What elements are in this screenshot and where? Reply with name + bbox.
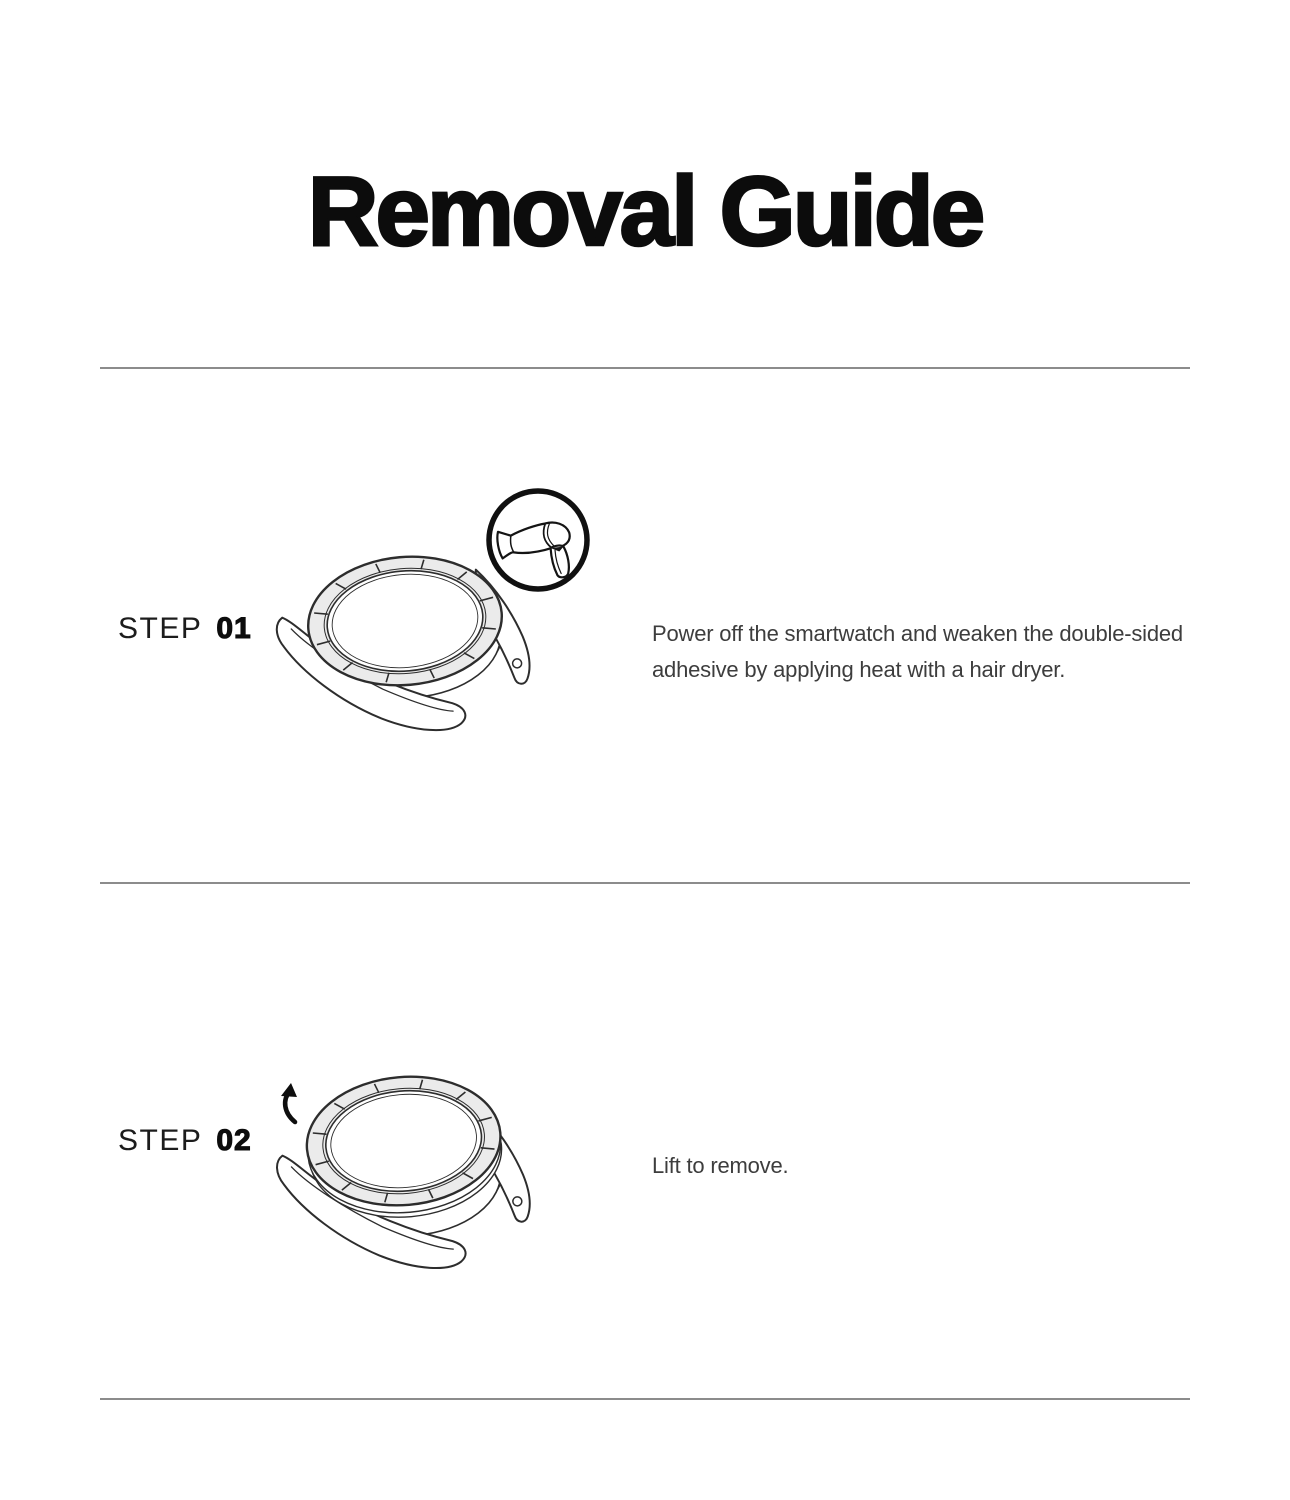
step-number: 02	[216, 1124, 252, 1157]
step-word: STEP	[118, 1124, 203, 1157]
step-1-description: Power off the smartwatch and weaken the double-sided adhesive by applying heat with a hair dryer.	[652, 621, 1183, 682]
lift-arrow-icon	[281, 1083, 297, 1122]
divider	[100, 367, 1190, 369]
page-title: Removal Guide	[307, 155, 983, 266]
smartwatch-line-art	[270, 1067, 535, 1282]
divider	[100, 882, 1190, 884]
smartwatch-illustration-step2	[270, 1055, 600, 1305]
smartwatch-illustration-step1	[270, 462, 600, 772]
step-2-description: Lift to remove.	[652, 1153, 789, 1178]
smartwatch-line-art	[271, 547, 534, 744]
step-2-label	[118, 1124, 252, 1158]
step-word: STEP	[118, 612, 203, 645]
step-number: 01	[216, 612, 252, 645]
divider	[100, 1398, 1190, 1400]
step-1-label	[118, 612, 252, 646]
hair-dryer-icon	[489, 491, 587, 589]
